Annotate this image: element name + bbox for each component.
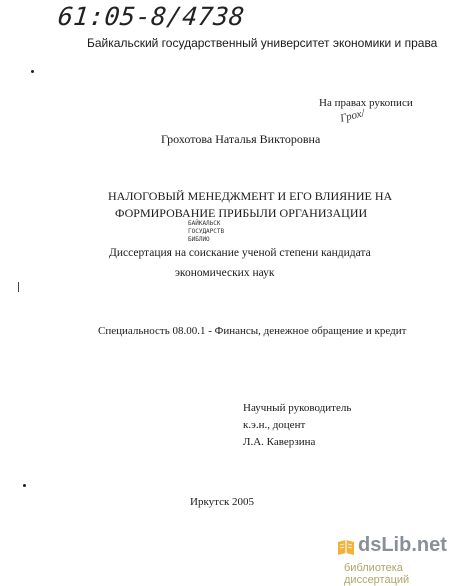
handwritten-signature: Грох/ — [338, 107, 366, 125]
degree-statement-line-1: Диссертация на соискание ученой степени кандидата — [109, 247, 371, 259]
city-year: Иркутск 2005 — [190, 496, 255, 508]
scan-speck — [23, 484, 26, 487]
dslib-watermark[interactable] — [336, 534, 450, 586]
degree-statement-line-2: экономических наук — [175, 267, 275, 279]
scan-mark — [18, 282, 19, 292]
supervisor-degree: к.э.н., доцент — [243, 419, 306, 431]
watermark-subtitle: библиотека диссертаций — [344, 562, 410, 586]
manuscript-rights-label: На правах рукописи — [319, 97, 413, 109]
library-stamp-line-3: БИБЛИО — [188, 236, 210, 243]
library-stamp-line-2: ГОСУДАРСТВ — [188, 228, 225, 235]
library-stamp-line-1: БАЙКАЛЬСК — [188, 220, 221, 227]
scan-speck — [31, 70, 34, 73]
dissertation-title-line-1: НАЛОГОВЫЙ МЕНЕДЖМЕНТ И ЕГО ВЛИЯНИЕ НА — [108, 189, 393, 203]
dissertation-title-line-2: ФОРМИРОВАНИЕ ПРИБЫЛИ ОРГАНИЗАЦИИ — [115, 206, 368, 220]
watermark-site-name: dsLib.net — [358, 534, 447, 556]
book-logo-icon — [336, 538, 356, 558]
supervisor-name: Л.А. Каверзина — [243, 436, 316, 448]
specialty-line: Специальность 08.00.1 - Финансы, денежное обращение и кредит — [98, 325, 407, 337]
university-name: Байкальский государственный университет экономики и права — [87, 36, 438, 50]
handwritten-catalog-number: 61:05-8/4738 — [56, 2, 247, 31]
author-name: Грохотова Наталья Викторовна — [161, 132, 321, 146]
supervisor-label: Научный руководитель — [243, 402, 352, 414]
